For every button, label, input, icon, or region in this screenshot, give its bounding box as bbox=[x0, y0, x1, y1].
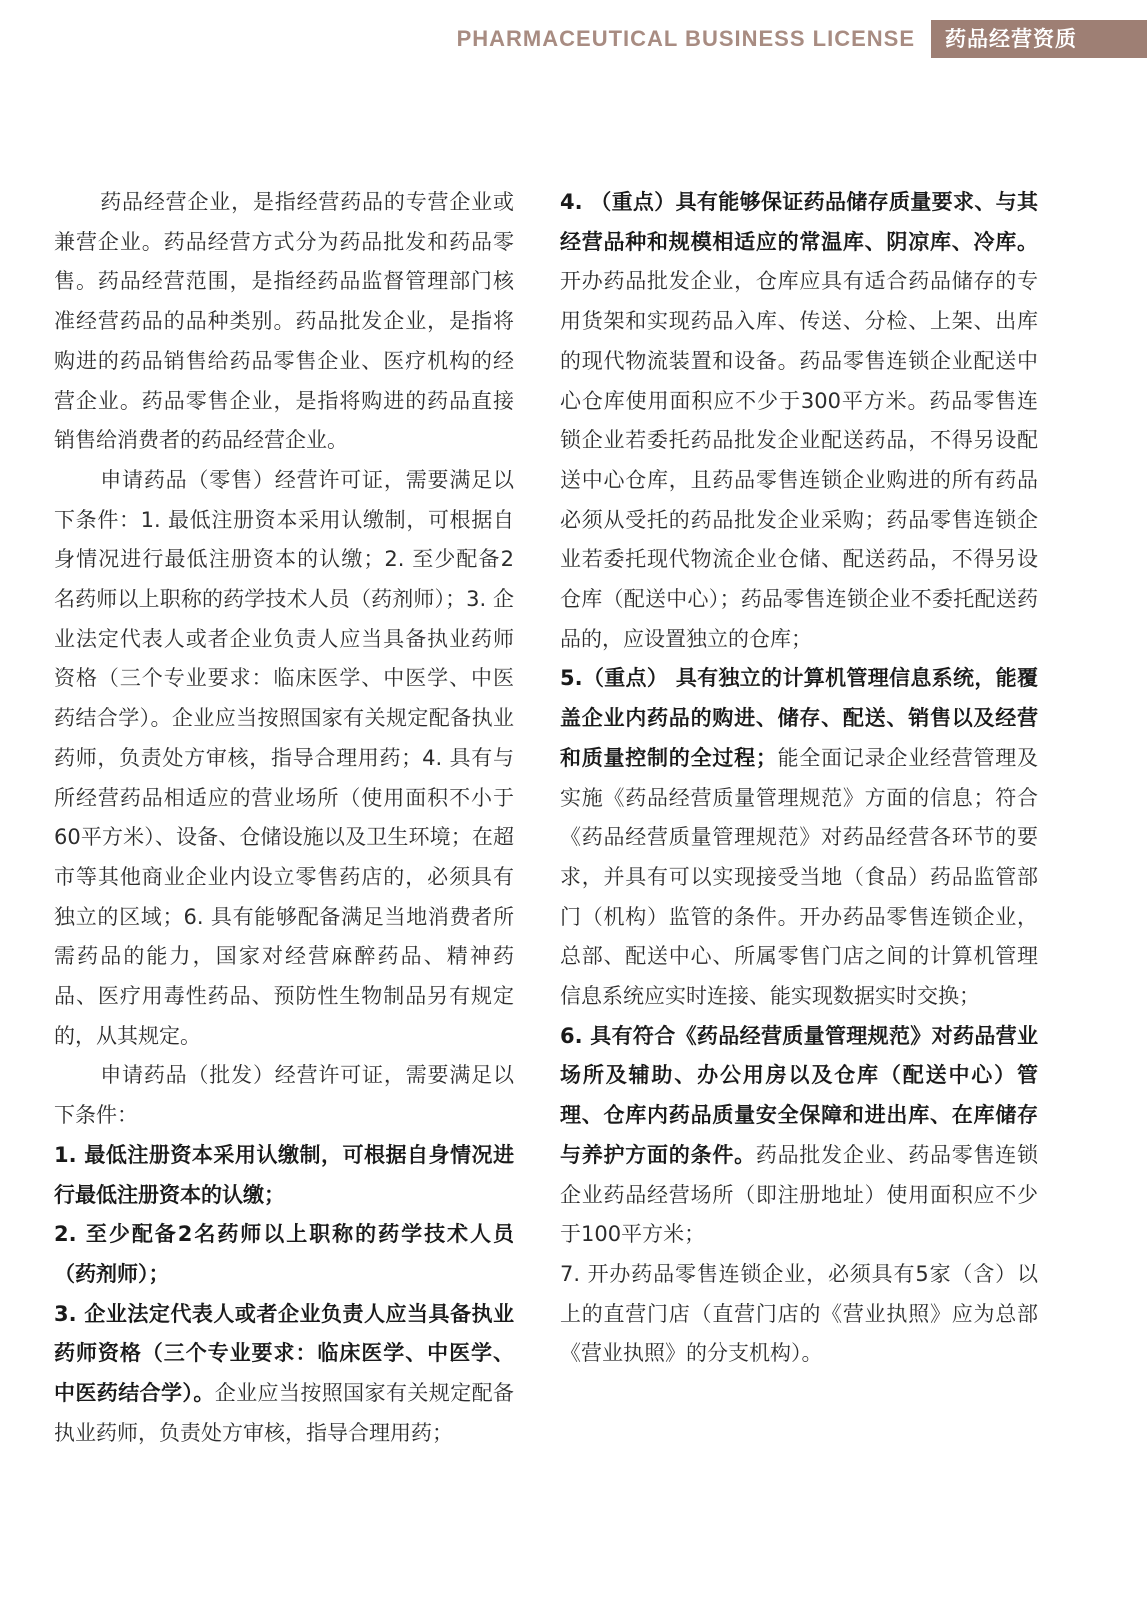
wholesale-item-3 bbox=[54, 1295, 514, 1454]
wholesale-item-5-bold: 5.（重点） 具有独立的计算机管理信息系统，能覆盖企业内药品的购进、储存、配送、销售以及经营和质量控制的全过程； bbox=[560, 666, 1038, 770]
retail-conditions-paragraph: 申请药品（零售）经营许可证，需要满足以下条件：1. 最低注册资本采用认缴制，可根据自身情况进行最低注册资本的认缴；2. 至少配备2名药师以上职称的药学技术人员（药剂师）；3. 企业法定代表人或者企业负责人应当具备执业药师资格（三个专业要求：临床医学、中医学、中医药结合学）。企业应当按照国家有关规定配备执业药师，负责处方审核，指导合理用药；4. 具有与所经营药品相适应的营业场所（使用面积不小于60平方米）、设备、仓储设施以及卫生环境；在超市等其他商业企业内设立零售药店的，必须具有独立的区域；6. 具有能够配备满足当地消费者所需药品的能力，国家对经营麻醉药品、精神药品、医疗用毒性药品、预防性生物制品另有规定的，从其规定。 bbox=[54, 467, 514, 1048]
wholesale-intro-paragraph: 申请药品（批发）经营许可证，需要满足以下条件： bbox=[54, 1063, 514, 1128]
wholesale-item-1: 1. 最低注册资本采用认缴制，可根据自身情况进行最低注册资本的认缴； bbox=[54, 1142, 514, 1207]
header-chinese-badge: 药品经营资质 bbox=[931, 20, 1147, 58]
wholesale-item-4-text: 开办药品批发企业，仓库应具有适合药品储存的专用货架和实现药品入库、传送、分检、上架、出库的现代物流装置和设备。药品零售连锁企业配送中心仓库使用面积应不少于300平方米。药品零售连锁企业若委托药品批发企业配送药品，不得另设配送中心仓库，且药品零售连锁企业购进的所有药品必须从受托的药品批发企业采购；药品零售连锁企业若委托现代物流企业仓储、配送药品，不得另设仓库（配送中心）；药品零售连锁企业不委托配送药品的，应设置独立的仓库； bbox=[560, 269, 1038, 651]
left-column bbox=[54, 183, 514, 1454]
wholesale-item-6-text: 药品批发企业、药品零售连锁企业药品经营场所（即注册地址）使用面积应不少于100平方米； bbox=[560, 1142, 1039, 1247]
wholesale-item-4 bbox=[560, 183, 1038, 659]
wholesale-item-5-text: 能全面记录企业经营管理及实施《药品经营质量管理规范》方面的信息；符合《药品经营质量管理规范》对药品经营各环节的要求，并具有可以实现接受当地（食品）药品监管部门（机构）监管的条件。开办药品零售连锁企业，总部、配送中心、所属零售门店之间的计算机管理信息系统应实时连接、能实现数据实时交换； bbox=[560, 745, 1039, 1009]
intro-paragraph: 药品经营企业，是指经营药品的专营企业或兼营企业。药品经营方式分为药品批发和药品零售。药品经营范围，是指经药品监督管理部门核准经营药品的品种类别。药品批发企业，是指将购进的药品销售给药品零售企业、医疗机构的经营企业。药品零售企业，是指将购进的药品直接销售给消费者的药品经营企业。 bbox=[54, 190, 514, 453]
wholesale-item-4-bold: 4. （重点）具有能够保证药品储存质量要求、与其经营品种和规模相适应的常温库、阴凉库、冷库。 bbox=[560, 190, 1038, 254]
header-english-title: PHARMACEUTICAL BUSINESS LICENSE bbox=[456, 26, 915, 51]
wholesale-item-6 bbox=[560, 1017, 1038, 1255]
wholesale-item-3-bold: 3. 企业法定代表人或者企业负责人应当具备执业药师资格（三个专业要求：临床医学、中医学、中医药结合学）。 bbox=[54, 1301, 514, 1406]
wholesale-item-2: 2. 至少配备2名药师以上职称的药学技术人员（药剂师）； bbox=[54, 1222, 514, 1286]
page-header bbox=[457, 20, 1147, 58]
wholesale-item-7: 7. 开办药品零售连锁企业，必须具有5家（含）以上的直营门店（直营门店的《营业执照》应为总部《营业执照》的分支机构）。 bbox=[560, 1261, 1038, 1366]
wholesale-item-6-bold: 6. 具有符合《药品经营质量管理规范》对药品营业场所及辅助、办公用房以及仓库（配送中心）管理、仓库内药品质量安全保障和进出库、在库储存与养护方面的条件。 bbox=[560, 1023, 1038, 1167]
wholesale-item-3-text: 企业应当按照国家有关规定配备执业药师，负责处方审核，指导合理用药； bbox=[54, 1381, 515, 1445]
wholesale-item-5 bbox=[560, 659, 1038, 1016]
right-column bbox=[560, 183, 1038, 1374]
